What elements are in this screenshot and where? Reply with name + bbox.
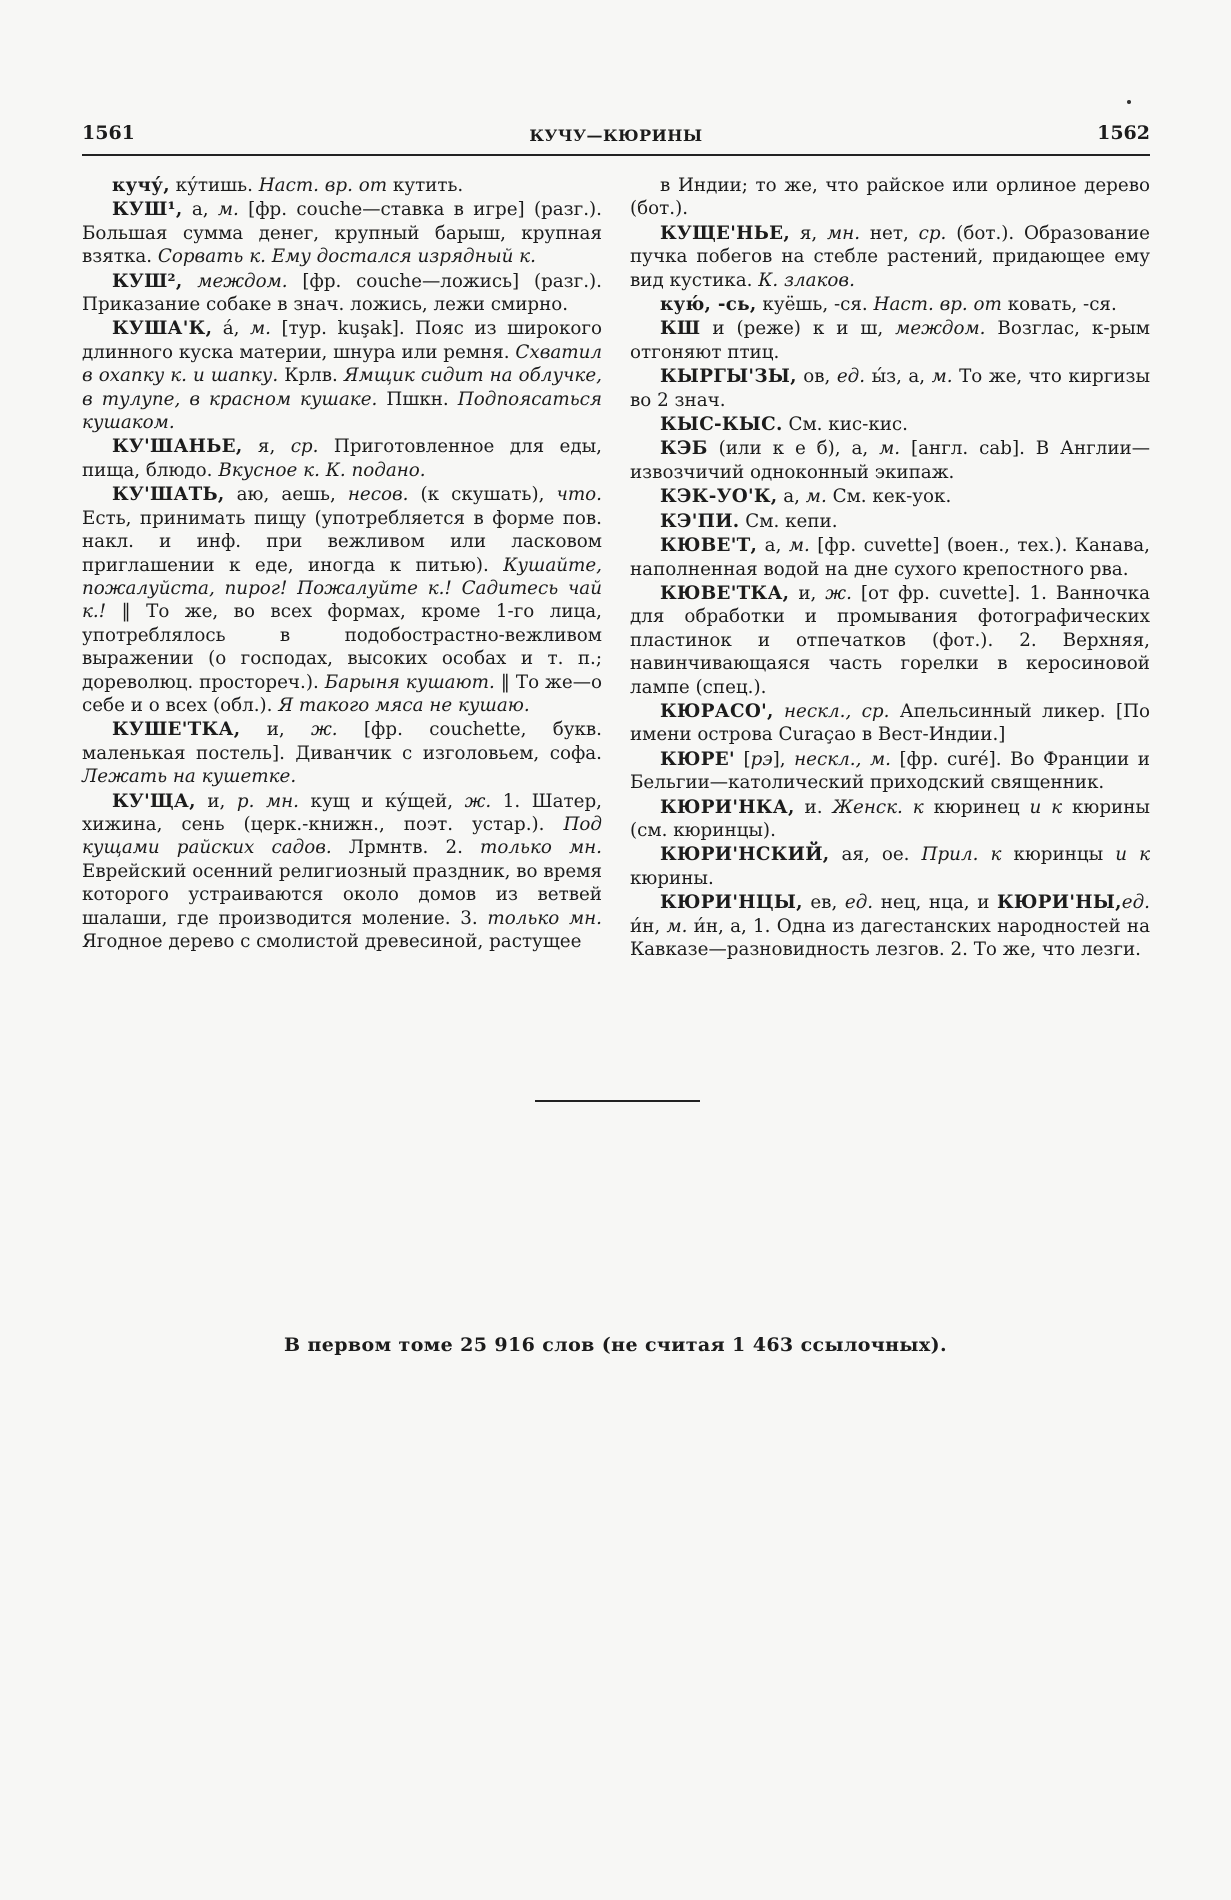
headword: КУШ¹, <box>112 199 183 221</box>
italic-note: Барыня кушают. <box>324 671 495 693</box>
italic-note: только мн. <box>487 907 602 929</box>
headword: КЫРГЫ'ЗЫ, <box>660 366 797 388</box>
headword: КЮРЕ' <box>660 748 735 770</box>
entry-text: и (реже) к и ш, <box>700 318 896 340</box>
dictionary-entry <box>630 510 1150 533</box>
italic-note: Прил. к <box>921 844 1002 866</box>
entry-text: ‖ То же—о себе и о всех (обл.). <box>82 671 602 716</box>
italic-note: Подпоясаться кушаком. <box>82 388 602 434</box>
section-divider <box>535 1100 700 1102</box>
headword: кучу́, <box>112 175 170 196</box>
headword: КУ'ЩА, <box>112 790 196 812</box>
italic-note: рэ <box>750 748 773 770</box>
italic-note: К. злаков. <box>758 269 855 291</box>
italic-note: ж. <box>825 582 852 604</box>
headword: КЮРАСО', <box>660 700 774 722</box>
entry-text: ‖ То же, во всех формах, кроме 1-го лица, употреблялось в подобострастно-вежливом выражении (о господах, высоких особах и т. п.; дореволюц. простореч.). <box>82 601 602 693</box>
italic-note: Лежать на кушетке. <box>82 766 297 788</box>
italic-note: м. <box>788 535 810 557</box>
dictionary-entry <box>630 700 1150 747</box>
entry-text: нец, нца, и <box>873 892 997 914</box>
dictionary-entry <box>630 174 1150 221</box>
dictionary-entry <box>82 483 602 717</box>
headword: КУШ², <box>112 270 183 292</box>
dictionary-entry <box>82 317 602 434</box>
headword: КШ <box>660 318 701 340</box>
headword: КЭБ <box>660 438 708 460</box>
italic-note: ед. <box>844 892 874 914</box>
entry-text: кутить. <box>387 175 464 196</box>
entry-text: ковать, -ся. <box>1001 294 1117 316</box>
entry-text: Крлв. <box>278 365 344 387</box>
italic-note: Кушайте, пожалуйста, пирог! Пожалуйте к.! Садитесь чай к.! <box>82 554 602 623</box>
entry-text: а́, <box>212 318 250 340</box>
headword: КУША'К, <box>112 318 213 340</box>
dictionary-entry <box>630 748 1150 795</box>
entry-text: [ <box>734 748 751 770</box>
volume-word-count: В первом томе 25 916 слов (не считая 1 463 ссылочных). <box>283 1334 948 1356</box>
italic-note: Женск. к <box>832 796 924 818</box>
italic-note: м. <box>805 486 827 508</box>
dictionary-entry <box>630 582 1150 699</box>
entry-text: 1. Одна из дагестанских народностей на Кавказе—разновидность лезгов. 2. То же, что лезги. <box>630 915 1150 960</box>
italic-note: междом. <box>197 270 288 292</box>
entry-text: и, <box>789 582 826 604</box>
entry-text: См. кис-кис. <box>782 414 908 436</box>
entry-text: а, <box>777 486 806 508</box>
entry-text: [от фр. cuvette]. 1. Ванночка для обработки и промывания фотографических пластинок и отпечатков (фот.). 2. Верхняя, навинчивающаяся часть горелки в керосиновой лампе (спец.). <box>630 582 1151 698</box>
italic-note: р. мн. <box>236 790 299 812</box>
entry-text: и. <box>794 796 833 818</box>
headword: КЮВЕ'ТКА, <box>660 582 790 604</box>
italic-note: м. <box>666 915 688 937</box>
entry-text: и, <box>240 719 312 741</box>
entry-text: То же, что киргизы во 2 знач. <box>630 366 1151 411</box>
italic-note: Сорвать к. Ему достался изрядный к. <box>157 246 536 268</box>
italic-note: ед. <box>836 366 866 388</box>
entry-text: а, <box>757 535 789 557</box>
italic-note: несов. <box>347 484 409 506</box>
dictionary-entry <box>82 718 602 788</box>
dictionary-entry <box>82 790 602 954</box>
entry-text: [фр. couche—ложись] (разг.). Приказание собаке в знач. ложись, лежи смирно. <box>82 270 602 316</box>
entry-text: Пшкн. <box>377 388 458 410</box>
entry-text: [фр. couche—ставка в игре] (разг.). Большая сумма денег, крупный барыш, крупная взятка. <box>82 199 602 268</box>
running-head: КУЧУ—КЮРИНЫ <box>529 126 703 145</box>
dictionary-entry <box>630 293 1150 316</box>
entry-text: [фр. curé]. Во Франции и Бельгии—католический приходский священник. <box>630 748 1150 794</box>
italic-note: и к <box>1029 796 1063 818</box>
entry-text <box>183 271 198 292</box>
headword: КЮРИ'НЦЫ, <box>660 892 803 914</box>
entry-text: аю, аешь, <box>224 484 348 506</box>
page-header <box>82 120 1150 156</box>
italic-note: и к <box>1115 844 1151 866</box>
entry-text: я, <box>790 222 827 244</box>
entry-text: и́н, а, <box>687 915 754 937</box>
italic-note: Я такого мяса не кушаю. <box>278 694 530 716</box>
italic-note: м. <box>879 438 901 460</box>
entry-text: [фр. cuvette] (воен., тех.). Канава, наполненная водой на дне сухого крепостного рва. <box>630 535 1150 580</box>
headword: КЮВЕ'Т, <box>660 535 758 557</box>
italic-note: Под кущами райских садов. <box>82 813 602 859</box>
dictionary-entry <box>630 796 1150 843</box>
dictionary-entry <box>82 198 602 268</box>
headword: КЮРИ'НЫ, <box>997 892 1122 914</box>
italic-note: что. <box>556 484 602 506</box>
entry-text: (бот.). Образование пучка побегов на стебле растений, придающее ему вид кустика. <box>630 222 1150 291</box>
italic-note: только мн. <box>480 837 602 859</box>
italic-note: Вкусное к. К. подано. <box>218 459 426 481</box>
italic-note: ж. <box>311 719 338 741</box>
headword: КЭ'ПИ. <box>660 510 740 532</box>
entry-text: кюрины. <box>630 867 714 889</box>
entry-text: ку́тишь. <box>169 175 259 196</box>
entry-text: и, <box>195 790 237 812</box>
headword: КУЩЕ'НЬЕ, <box>660 222 790 244</box>
headword: КУШЕ'ТКА, <box>112 719 241 741</box>
entry-text: См. кек-уок. <box>826 486 952 508</box>
entry-text: Возглас, к-рым отгоняют птиц. <box>630 318 1151 363</box>
headword: кую́, -сь, <box>660 294 757 316</box>
italic-note: м. <box>249 318 271 340</box>
italic-note: ед. <box>1121 892 1150 914</box>
headword: КЮРИ'НКА, <box>660 796 795 818</box>
dictionary-entry <box>630 317 1150 364</box>
headword: КУ'ШАТЬ, <box>112 484 225 506</box>
page-number-left: 1561 <box>82 122 135 144</box>
entry-text: Лрмнтв. 2. <box>331 837 481 859</box>
entry-text: (или к е б), а, <box>707 438 880 460</box>
entry-text: Ягодное дерево с смолистой древесиной, растущее <box>82 931 582 952</box>
italic-note: ср. <box>290 436 319 458</box>
headword: КЮРИ'НСКИЙ, <box>660 844 830 866</box>
dictionary-entry <box>630 534 1150 581</box>
entry-text: ов, <box>796 366 837 388</box>
entry-text: нет, <box>860 222 919 244</box>
entry-text: ев, <box>802 892 845 914</box>
italic-note: нескл., м. <box>794 748 891 770</box>
italic-note: ж. <box>464 790 492 812</box>
dictionary-entry <box>630 485 1150 508</box>
headword: КУ'ШАНЬЕ, <box>112 436 243 458</box>
italic-note: мн. <box>827 222 861 244</box>
entry-text: 1. Шатер, хижина, сень (церк.-книжн., поэт. устар.). <box>82 790 602 835</box>
entry-text: кюринец <box>923 796 1030 818</box>
left-column <box>82 174 602 954</box>
headword: КЭК-УО'К, <box>660 486 778 508</box>
dictionary-entry <box>82 435 602 482</box>
right-column <box>630 174 1150 962</box>
dictionary-entry <box>630 437 1150 484</box>
entry-text: кущ и ку́щей, <box>298 790 465 812</box>
entry-text: Еврейский осенний религиозный праздник, во время которого устраиваются около домов из ветвей шалаши, где производится моление. 3. <box>82 860 602 929</box>
dictionary-entry <box>630 222 1150 292</box>
italic-note: ср. <box>918 222 947 244</box>
dictionary-entry <box>82 174 602 197</box>
entry-text: Приготовленное для еды, пища, блюдо. <box>82 436 602 481</box>
dictionary-entry <box>630 413 1150 436</box>
entry-text: Есть, принимать пищу (употребляется в форме пов. накл. и инф. при вежливом или ласковом приглашении к еде, иногда к питью). <box>82 507 602 576</box>
entry-text: куёшь, -ся. <box>756 294 874 316</box>
entry-text: См. кепи. <box>739 510 838 532</box>
italic-note: Ямщик сидит на облучке, в тулупе, в красном кушаке. <box>82 365 602 410</box>
dictionary-entry <box>630 843 1150 890</box>
scan-speck <box>1127 100 1131 104</box>
entry-text: [тур. kuşak]. Пояс из широкого длинного куска материи, шнура или ремня. <box>82 318 602 363</box>
entry-text: я, <box>242 436 291 458</box>
entry-text: кюринцы <box>1001 844 1116 866</box>
entry-text: (к скушать), <box>408 484 557 506</box>
entry-text: [фр. couchette, букв. маленькая постель]. Диванчик с изголовьем, софа. <box>82 719 602 764</box>
italic-note: междом. <box>895 318 986 340</box>
italic-note: Наст. вр. от <box>873 294 1002 316</box>
dictionary-entry <box>82 270 602 317</box>
italic-note: Наст. вр. от <box>258 175 388 196</box>
entry-text: в Индии; то же, что райское или орлиное дерево (бот.). <box>630 175 1150 220</box>
entry-text: и́н, <box>630 915 667 937</box>
dictionary-entry <box>630 891 1150 961</box>
entry-text: ы́з, а, <box>865 366 932 388</box>
entry-text: [англ. cab]. В Англии—извозчичий одноконный экипаж. <box>630 438 1150 483</box>
italic-note: м. <box>931 366 953 388</box>
entry-text: ая, ое. <box>829 844 922 866</box>
italic-note: м. <box>217 199 239 221</box>
italic-note: нескл., ср. <box>784 700 890 722</box>
entry-text: а, <box>182 199 218 221</box>
page-number-right: 1562 <box>1097 122 1150 144</box>
entry-text: ], <box>772 748 795 770</box>
entry-text: Апельсинный ликер. [По имени острова Curaçao в Вест-Индии.] <box>630 700 1151 746</box>
italic-note: Схватил в охапку к. и шапку. <box>82 341 602 387</box>
entry-text: кюрины (см. кюринцы). <box>630 796 1150 841</box>
entry-text <box>774 701 784 722</box>
dictionary-entry <box>630 365 1150 412</box>
headword: КЫС-КЫС. <box>660 414 783 436</box>
